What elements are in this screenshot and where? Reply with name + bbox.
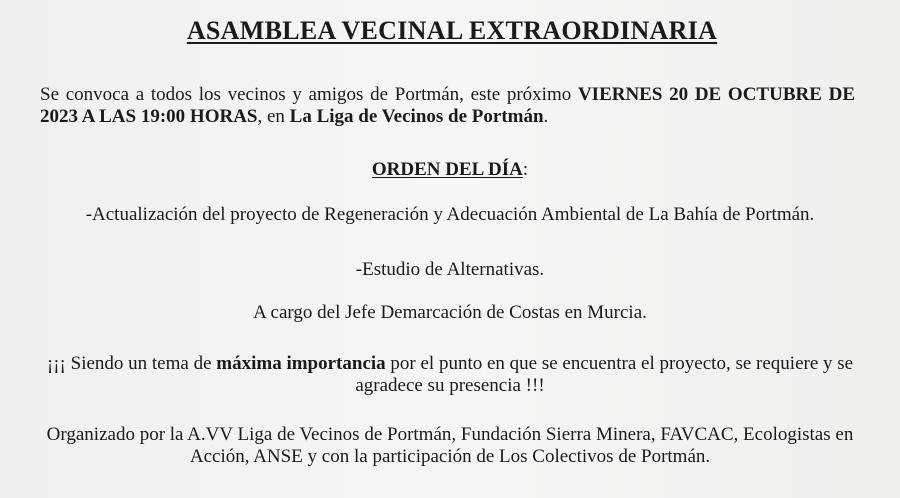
convocatoria-fecha: VIERNES 20 DE OCTUBRE DE 2023 A LAS 19:00 HORAS xyxy=(40,84,855,127)
orden-del-dia-heading xyxy=(0,159,900,181)
convocatoria-sep: , en xyxy=(257,106,290,127)
convocatoria-end: . xyxy=(543,106,549,127)
agenda-item-estudio: -Estudio de Alternativas. xyxy=(355,259,545,280)
orden-heading-text: ORDEN DEL DÍA xyxy=(371,159,523,180)
convocatoria-intro: Se convoca a todos los vecinos y amigos de Portmán, este próximo xyxy=(40,84,578,105)
orden-heading-colon: : xyxy=(522,159,529,180)
page-title xyxy=(0,16,900,46)
organizado-paragraph: Organizado por la A.VV Liga de Vecinos de Portmán, Fundación Sierra Minera, FAVCAC, Ecologistas en Acción, ANSE y con la participación de Los Colectivos de Portmán. xyxy=(46,424,854,467)
agenda-item-actualizacion: -Actualización del proyecto de Regeneración y Adecuación Ambiental de La Bahía de Portmán. xyxy=(85,204,815,225)
importancia-bold: máxima importancia xyxy=(216,353,386,374)
importancia-paragraph xyxy=(30,353,870,397)
convocatoria-lugar: La Liga de Vecinos de Portmán xyxy=(289,106,544,127)
convocatoria-paragraph xyxy=(40,84,855,128)
importancia-post: por el punto en que se encuentra el proyecto, se requiere y se agradece su presencia !!! xyxy=(355,353,854,396)
importancia-pre: ¡¡¡ Siendo un tema de xyxy=(46,353,217,374)
title-text: ASAMBLEA VECINAL EXTRAORDINARIA xyxy=(186,16,718,45)
agenda-item-a-cargo: A cargo del Jefe Demarcación de Costas en Murcia. xyxy=(253,302,647,323)
